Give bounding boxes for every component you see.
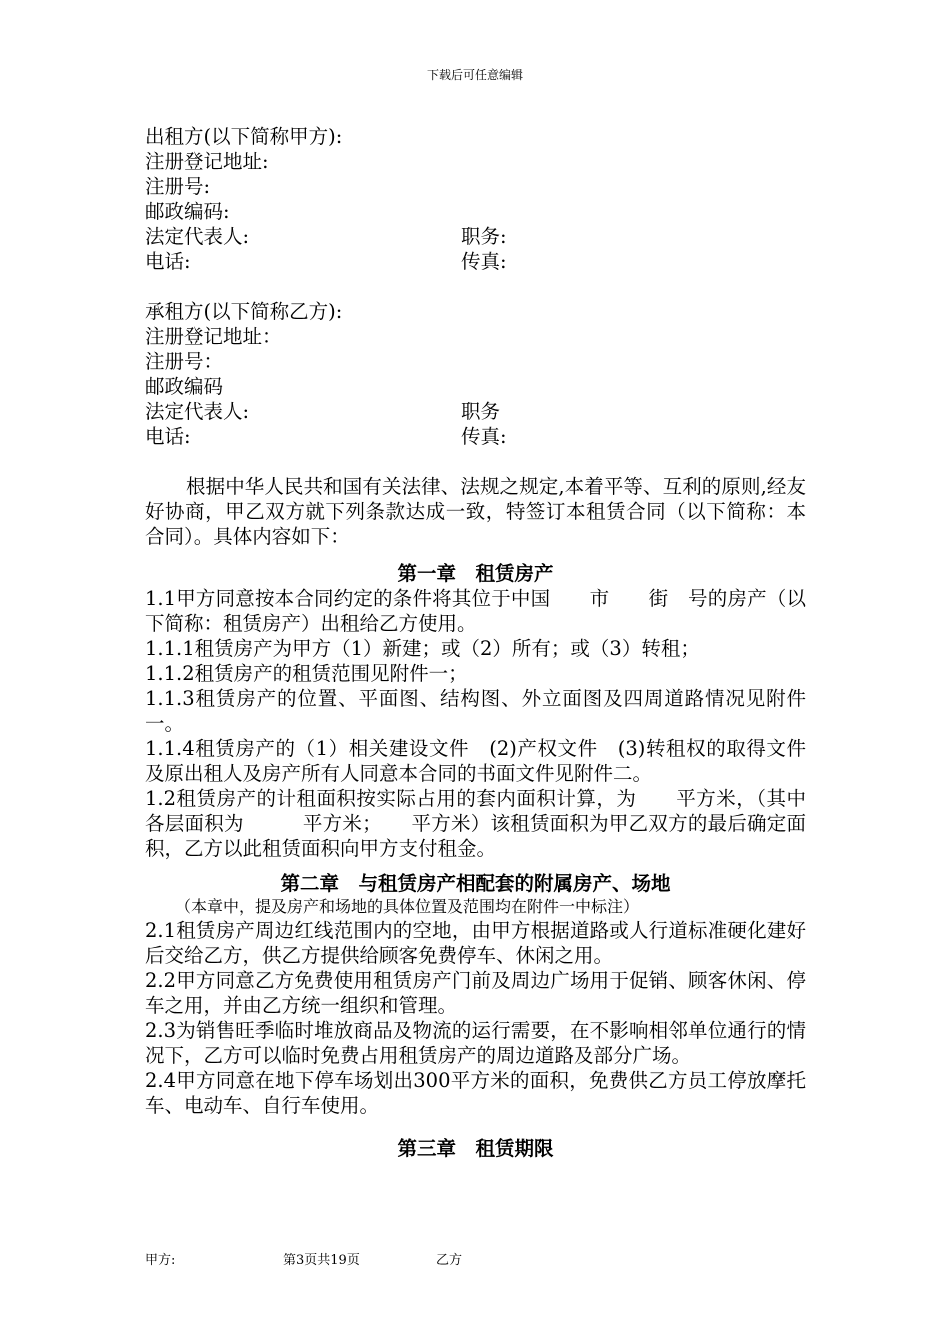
footer-party-b: 乙方: [436, 1253, 463, 1268]
contract-body: [145, 124, 806, 1161]
clause-2-3: 2.3为销售旺季临时堆放商品及物流的运行需要，在不影响相邻单位通行的情况下，乙方可以临时免费占用租赁房产的周边道路及部分广场。: [145, 1019, 806, 1067]
clause-1-1: 1.1甲方同意按本合同约定的条件将其位于中国 市 街 号的房产（以下简称：租赁房产）出租给乙方使用。: [145, 587, 806, 635]
clause-1-2: 1.2租赁房产的计租面积按实际占用的套内面积计算，为 平方米，（其中各层面积为 平方米； 平方米）该租赁面积为甲乙双方的最后确定面积，乙方以此租赁面积向甲方支付租金。: [145, 787, 806, 860]
party-b-phone: 电话:: [145, 425, 191, 448]
party-b-fax: 传真:: [461, 425, 507, 448]
party-a-phone: 电话:: [145, 250, 191, 273]
party-b-reg-no: 注册号：: [145, 350, 224, 373]
party-b-postal: 邮政编码: [145, 375, 224, 398]
clause-1-1-2: 1.1.2租赁房产的租赁范围见附件一；: [145, 662, 468, 685]
clause-1-1-3: 1.1.3租赁房产的位置、平面图、结构图、外立面图及四周道路情况见附件一。: [145, 687, 806, 735]
party-b-address: 注册登记地址：: [145, 325, 282, 348]
clause-2-4: 2.4甲方同意在地下停车场划出300平方米的面积，免费供乙方员工停放摩托车、电动车、自行车使用。: [145, 1069, 806, 1117]
party-a-reg-no: 注册号:: [145, 175, 211, 198]
clause-1-1-1: 1.1.1租赁房产为甲方（1）新建；或（2）所有；或（3）转租；: [145, 637, 700, 660]
chapter-2-note: （本章中，提及房产和场地的具体位置及范围均在附件一中标注）: [175, 897, 640, 916]
party-a-fax: 传真:: [461, 250, 507, 273]
intro-paragraph: 根据中华人民共和国有关法律、法规之规定,本着平等、互利的原则,经友好协商，甲乙双方就下列条款达成一致，特签订本租赁合同（以下简称：本合同）。具体内容如下：: [145, 475, 806, 548]
page-footer: [145, 1249, 806, 1267]
party-a-title: 出租方(以下简称甲方):: [145, 125, 343, 148]
footer-party-a: 甲方:: [145, 1253, 176, 1268]
page-header: 下载后可任意编辑: [426, 68, 523, 82]
party-a-address: 注册登记地址:: [145, 150, 269, 173]
party-b-position: 职务: [461, 400, 501, 423]
party-a-postal: 邮政编码:: [145, 200, 230, 223]
clause-2-1: 2.1租赁房产周边红线范围内的空地，由甲方根据道路或人行道标准硬化建好后交给乙方，供乙方提供给顾客免费停车、休闲之用。: [145, 919, 806, 967]
party-b-title: 承租方(以下简称乙方):: [145, 300, 343, 323]
party-a-phone-row: [145, 249, 806, 274]
clause-1-1-4: 1.1.4租赁房产的（1）相关建设文件 (2)产权文件 (3)转租权的取得文件及原出租人及房产所有人同意本合同的书面文件见附件二。: [145, 737, 806, 785]
party-b-phone-row: [145, 424, 806, 449]
chapter-1-title: 第一章 租赁房产: [397, 562, 554, 585]
party-b-rep: 法定代表人:: [145, 400, 250, 423]
party-a-position: 职务:: [461, 225, 507, 248]
footer-page-number: 第3页共19页: [283, 1253, 360, 1268]
party-b-rep-row: [145, 399, 806, 424]
party-a-rep-row: [145, 224, 806, 249]
clause-2-2: 2.2甲方同意乙方免费使用租赁房产门前及周边广场用于促销、顾客休闲、停车之用，并由乙方统一组织和管理。: [145, 969, 806, 1017]
chapter-2-title: 第二章 与租赁房产相配套的附属房产、场地: [280, 872, 671, 895]
chapter-3-title: 第三章 租赁期限: [397, 1137, 554, 1160]
party-a-rep: 法定代表人:: [145, 225, 250, 248]
